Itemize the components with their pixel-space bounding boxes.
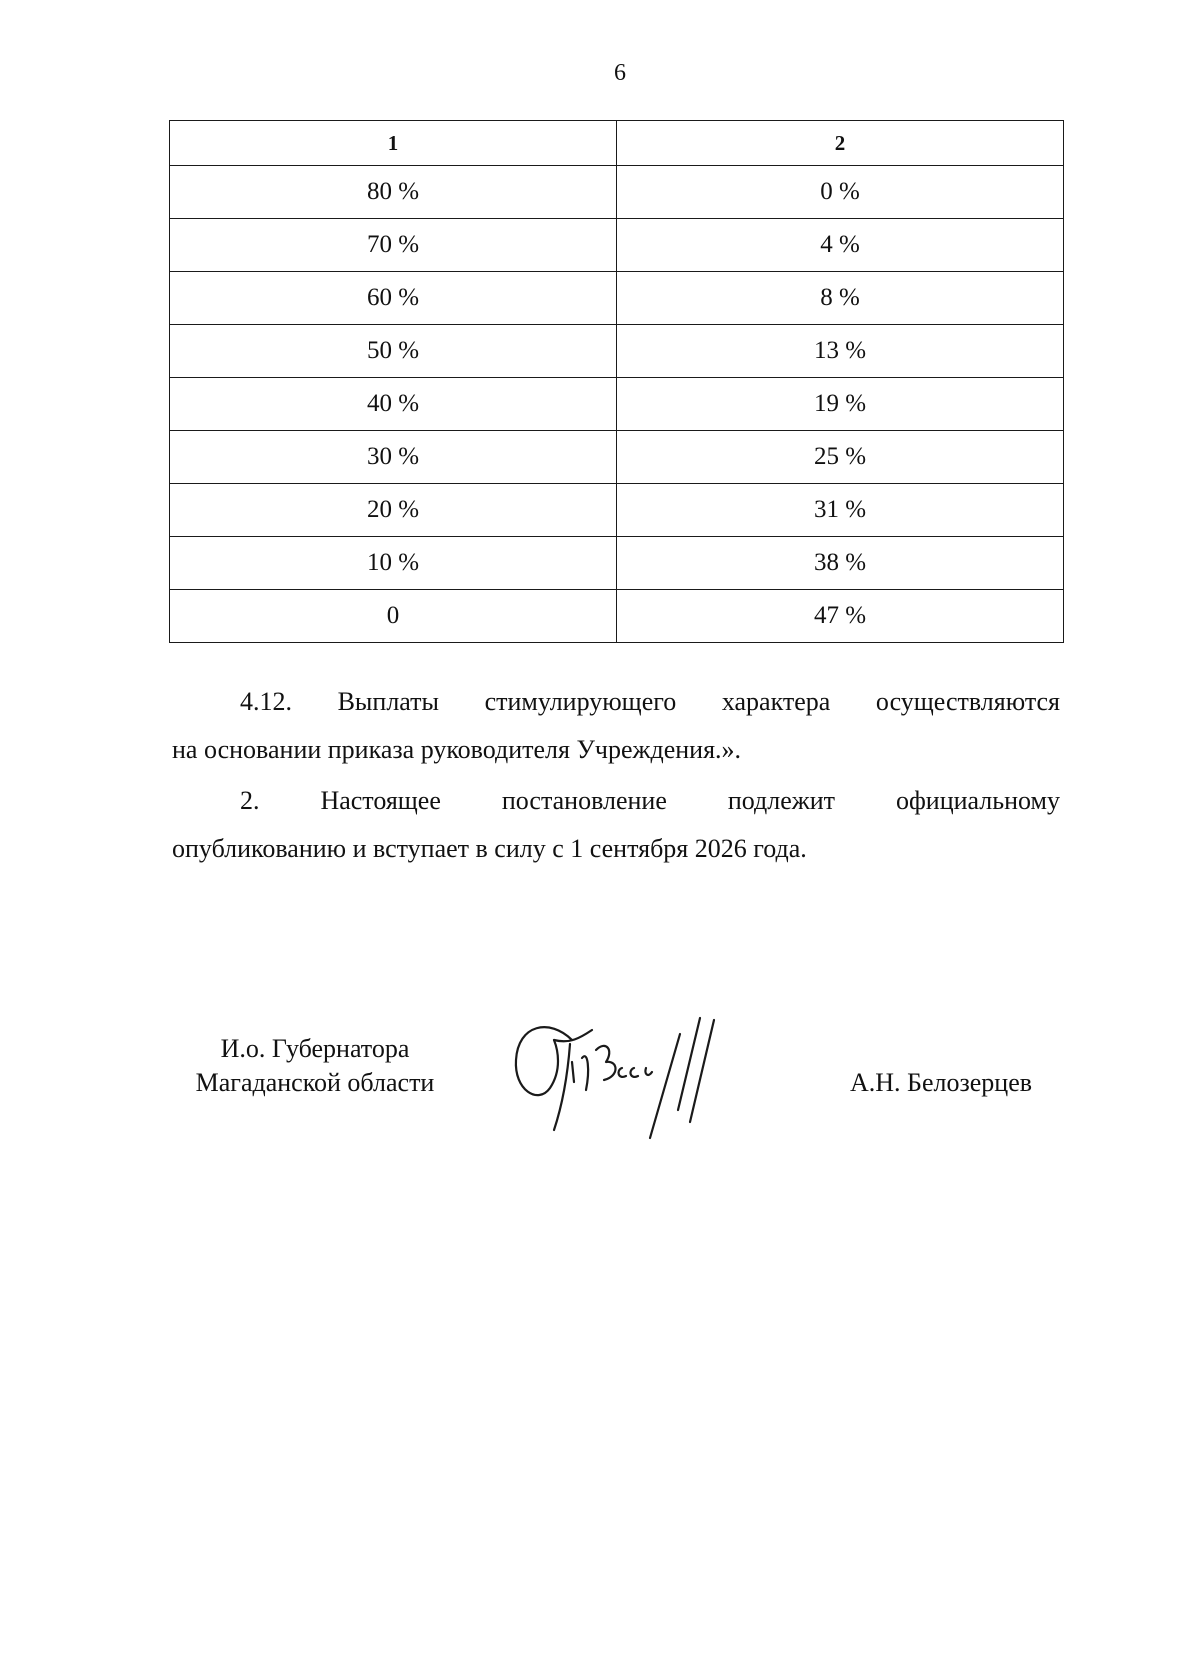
percentage-table [169,120,1064,643]
paragraph-line: 2. Настоящее постановление подлежит официальному [240,786,1060,815]
signatory-name: А.Н. Белозерцев [850,1068,1033,1097]
table-header-cell: 1 [170,121,617,166]
table-cell: 60 % [170,272,617,325]
table-cell: 19 % [617,378,1064,431]
position-line: И.о. Губернатора [220,1034,410,1063]
table-row [170,537,1064,590]
table-cell: 30 % [170,431,617,484]
table-row [170,590,1064,643]
table-cell: 80 % [170,166,617,219]
table-header-row [170,121,1064,166]
paragraph-line: опубликованию и вступает в силу с 1 сентября 2026 года. [172,834,807,863]
paragraph-2 [172,777,1060,873]
table-cell: 40 % [170,378,617,431]
table-cell: 31 % [617,484,1064,537]
page-number: 6 [614,60,626,86]
table-cell: 38 % [617,537,1064,590]
paragraph-4-12 [172,678,1060,774]
table-cell: 0 [170,590,617,643]
table-cell: 25 % [617,431,1064,484]
table-cell: 0 % [617,166,1064,219]
table-cell: 50 % [170,325,617,378]
paragraph-line: на основании приказа руководителя Учреждения.». [172,735,742,764]
table-cell: 47 % [617,590,1064,643]
signatory-position [170,1032,460,1100]
table-row [170,378,1064,431]
table-cell: 70 % [170,219,617,272]
handwritten-signature [510,1010,750,1140]
table-row [170,166,1064,219]
table-row [170,431,1064,484]
table-row [170,219,1064,272]
paragraph-line: 4.12. Выплаты стимулирующего характера осуществляются [240,687,1060,716]
table-row [170,272,1064,325]
table-cell: 20 % [170,484,617,537]
table-cell: 8 % [617,272,1064,325]
table-cell: 4 % [617,219,1064,272]
position-line: Магаданской области [195,1068,435,1097]
table-cell: 13 % [617,325,1064,378]
table-row [170,325,1064,378]
table-header-cell: 2 [617,121,1064,166]
table-row [170,484,1064,537]
table-cell: 10 % [170,537,617,590]
